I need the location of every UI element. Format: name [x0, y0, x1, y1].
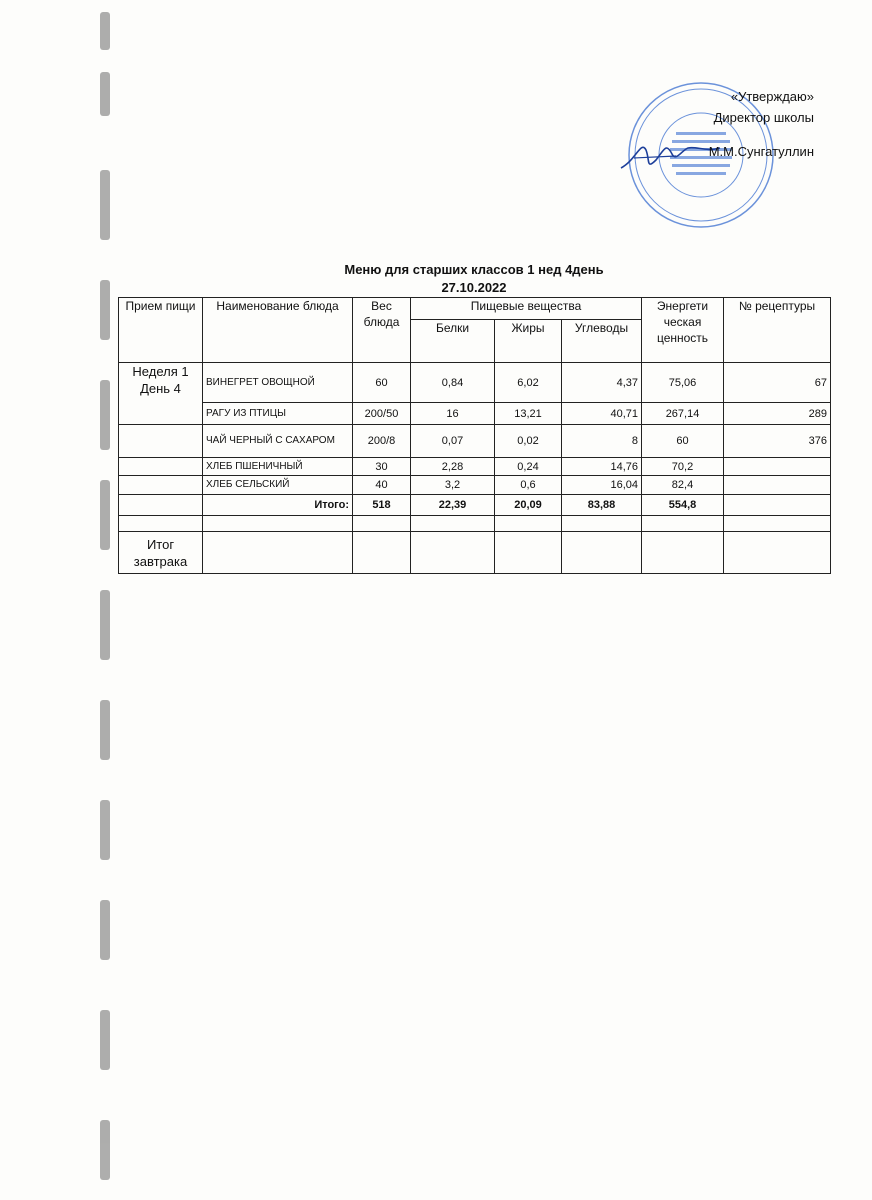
dish-energy: 82,4: [642, 476, 724, 495]
dish-energy: 267,14: [642, 403, 724, 425]
empty-cell: [119, 458, 203, 476]
dish-name: ХЛЕБ ПШЕНИЧНЫЙ: [203, 458, 353, 476]
empty-cell: [119, 425, 203, 458]
dish-protein: 0,07: [411, 425, 495, 458]
empty-cell: [119, 476, 203, 495]
dish-recipe: 67: [724, 363, 831, 403]
approval-position: Директор школы: [713, 110, 814, 125]
dish-protein: 3,2: [411, 476, 495, 495]
binder-edge-marks: [92, 0, 128, 1200]
dish-weight: 200/50: [353, 403, 411, 425]
dish-protein: 16: [411, 403, 495, 425]
table-row: [119, 425, 831, 458]
approval-director-name: М.М.Сунгатуллин: [708, 144, 814, 159]
dish-carbs: 4,37: [562, 363, 642, 403]
header-protein: Белки: [411, 320, 495, 363]
dish-weight: 40: [353, 476, 411, 495]
header-fat: Жиры: [495, 320, 562, 363]
dish-name: РАГУ ИЗ ПТИЦЫ: [203, 403, 353, 425]
dish-weight: 200/8: [353, 425, 411, 458]
header-recipe: № рецептуры: [724, 298, 831, 363]
total-protein: 22,39: [411, 495, 495, 516]
dish-recipe: [724, 476, 831, 495]
total-fat: 20,09: [495, 495, 562, 516]
menu-date: 27.10.2022: [441, 280, 507, 295]
total-weight: 518: [353, 495, 411, 516]
empty-cell: [119, 495, 203, 516]
dish-carbs: 14,76: [562, 458, 642, 476]
header-dish: Наименование блюда: [203, 298, 353, 363]
dish-fat: 13,21: [495, 403, 562, 425]
menu-table: [118, 297, 831, 574]
dish-fat: 0,02: [495, 425, 562, 458]
header-meal: Прием пищи: [119, 298, 203, 363]
menu-title: Меню для старших классов 1 нед 4день: [344, 262, 604, 277]
dish-weight: 30: [353, 458, 411, 476]
header-energy: Энергети ческая ценность: [642, 298, 724, 363]
dish-protein: 0,84: [411, 363, 495, 403]
approval-heading: «Утверждаю»: [730, 89, 814, 104]
dish-name: ВИНЕГРЕТ ОВОЩНОЙ: [203, 363, 353, 403]
table-row: [119, 458, 831, 476]
header-weight: Вес блюда: [353, 298, 411, 363]
dish-weight: 60: [353, 363, 411, 403]
approval-block: [709, 86, 814, 162]
dish-name: ХЛЕБ СЕЛЬСКИЙ: [203, 476, 353, 495]
header-carbs: Углеводы: [562, 320, 642, 363]
dish-fat: 0,6: [495, 476, 562, 495]
dish-protein: 2,28: [411, 458, 495, 476]
dish-energy: 75,06: [642, 363, 724, 403]
total-row: [119, 495, 831, 516]
dish-carbs: 40,71: [562, 403, 642, 425]
total-carbs: 83,88: [562, 495, 642, 516]
dish-name: ЧАЙ ЧЕРНЫЙ С САХАРОМ: [203, 425, 353, 458]
total-energy: 554,8: [642, 495, 724, 516]
dish-energy: 60: [642, 425, 724, 458]
dish-recipe: 376: [724, 425, 831, 458]
table-row: [119, 403, 831, 425]
dish-recipe: 289: [724, 403, 831, 425]
table-row: [119, 363, 831, 403]
dish-fat: 0,24: [495, 458, 562, 476]
empty-cell: [724, 495, 831, 516]
dish-carbs: 16,04: [562, 476, 642, 495]
meal-label: Неделя 1 День 4: [119, 363, 203, 425]
dish-recipe: [724, 458, 831, 476]
footer-row: [119, 532, 831, 574]
footer-label: Итог завтрака: [119, 532, 203, 574]
dish-carbs: 8: [562, 425, 642, 458]
blank-row: [119, 516, 831, 532]
header-nutrients: Пищевые вещества: [411, 298, 642, 320]
dish-fat: 6,02: [495, 363, 562, 403]
dish-energy: 70,2: [642, 458, 724, 476]
table-row: [119, 476, 831, 495]
total-label: Итого:: [203, 495, 353, 516]
